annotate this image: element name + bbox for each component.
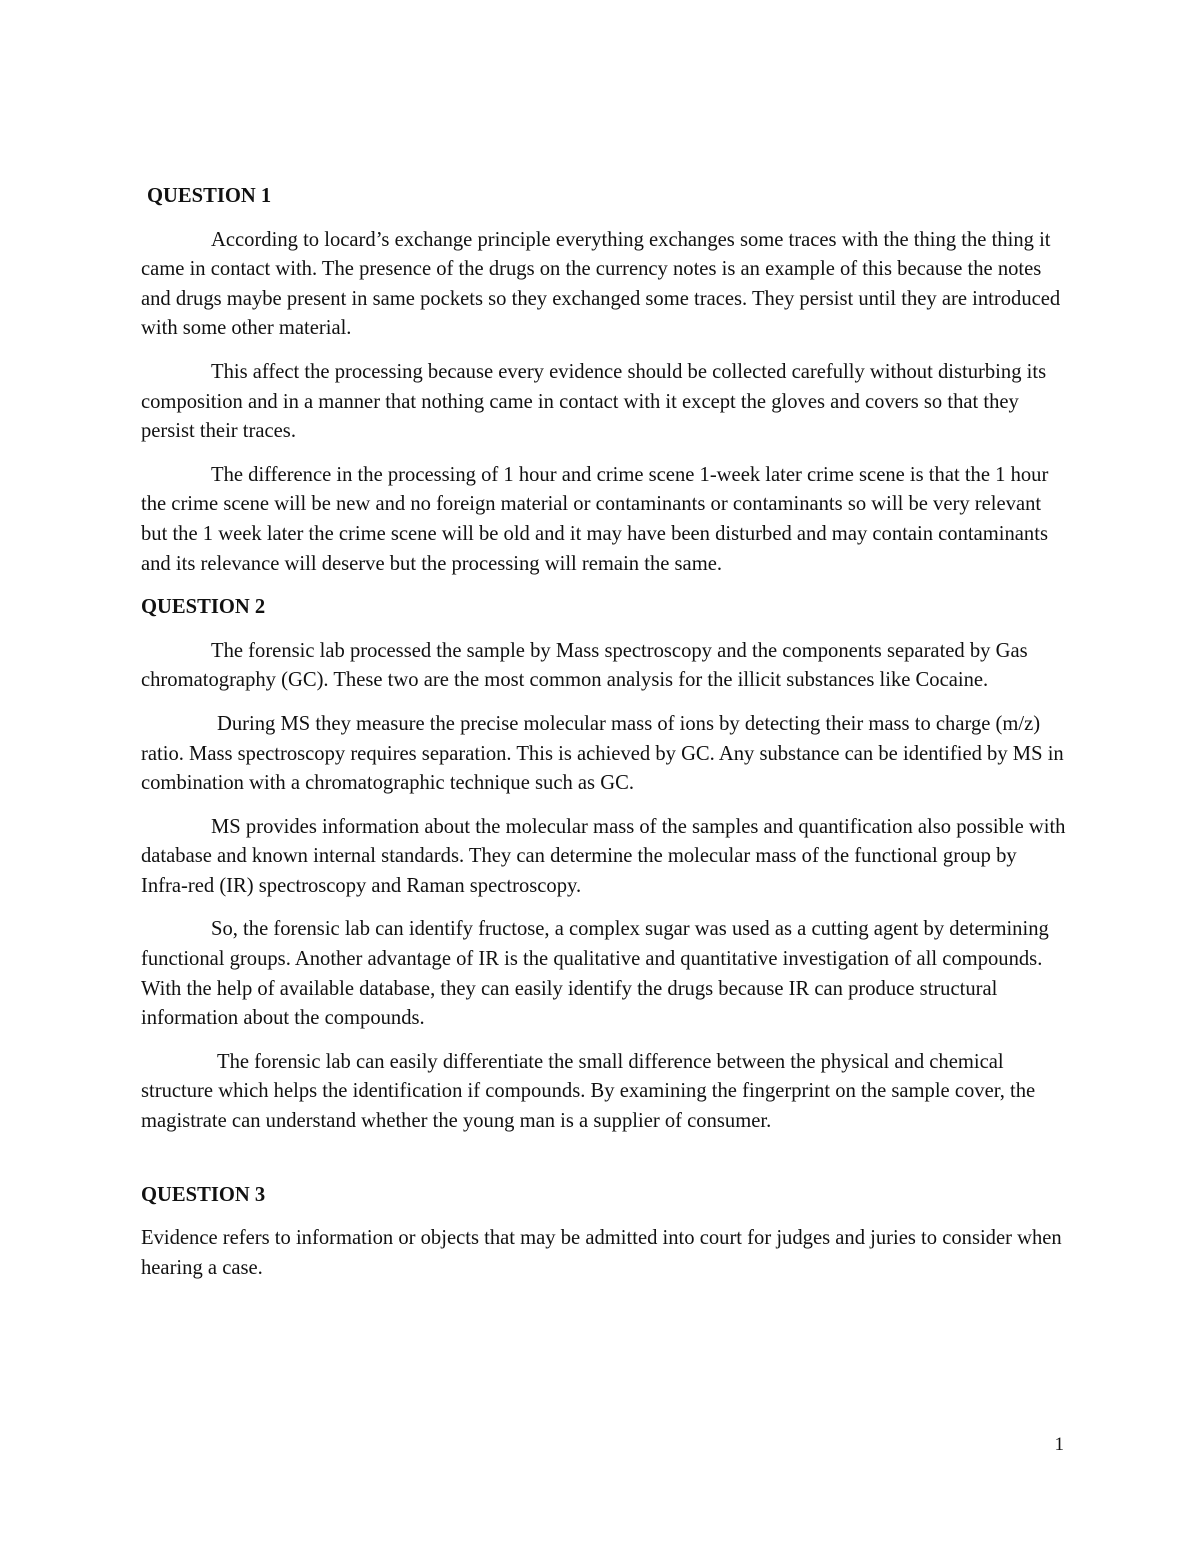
section-question-3 bbox=[141, 1181, 1066, 1284]
paragraph: Evidence refers to information or objects that may be admitted into court for judges and juries to consider when hearing a case. bbox=[141, 1227, 1062, 1279]
section-question-2 bbox=[141, 593, 1066, 1137]
section-question-1 bbox=[141, 182, 1066, 579]
paragraph: The difference in the processing of 1 hour and crime scene 1-week later crime scene is that the 1 hour the crime scene will be new and no foreign material or contaminants or contaminants so will be very relevant but the 1 week later the crime scene will be old and it may have been disturbed and may contain contaminants and its relevance will deserve but the processing will remain the same. bbox=[141, 463, 1049, 575]
paragraph: The forensic lab processed the sample by Mass spectroscopy and the components separated by Gas chromatography (GC). These two are the most common analysis for the illicit substances like Cocaine. bbox=[141, 639, 1028, 692]
paragraph: According to locard’s exchange principle everything exchanges some traces with the thing the thing it came in contact with. The presence of the drugs on the currency notes is an example of this because the notes and drugs maybe present in same pockets so they exchanged some traces. They persist until they are introduced with some other material. bbox=[141, 228, 1061, 340]
page-number: 1 bbox=[1054, 1434, 1064, 1455]
paragraph: MS provides information about the molecular mass of the samples and quantification also possible with database and known internal standards. They can determine the molecular mass of the functional group by Infra-red (IR) spectroscopy and Raman spectroscopy. bbox=[141, 815, 1066, 897]
document-body bbox=[141, 182, 1066, 1297]
section-heading: QUESTION 1 bbox=[147, 185, 272, 207]
section-heading: QUESTION 3 bbox=[141, 1183, 266, 1206]
paragraph: The forensic lab can easily differentiate the small difference between the physical and chemical structure which helps the identification if compounds. By examining the fingerprint on the sample cover, the magistrate can understand whether the young man is a supplier of consumer. bbox=[141, 1050, 1036, 1133]
blank-line bbox=[141, 1151, 1066, 1181]
paragraph: During MS they measure the precise molecular mass of ions by detecting their mass to charge (m/z) ratio. Mass spectroscopy requires separation. This is achieved by GC. Any substance can be identified by MS in combination with a chromatographic technique such as GC. bbox=[141, 712, 1064, 795]
paragraph: This affect the processing because every evidence should be collected carefully without disturbing its composition and in a manner that nothing came in contact with it except the gloves and covers so that they persist their traces. bbox=[141, 360, 1047, 443]
section-heading: QUESTION 2 bbox=[141, 596, 266, 619]
paragraph: So, the forensic lab can identify fructose, a complex sugar was used as a cutting agent by determining functional groups. Another advantage of IR is the qualitative and quantitative investigation of all compounds. With the help of available database, they can easily identify the drugs because IR can produce structural information about the compounds. bbox=[141, 918, 1049, 1030]
